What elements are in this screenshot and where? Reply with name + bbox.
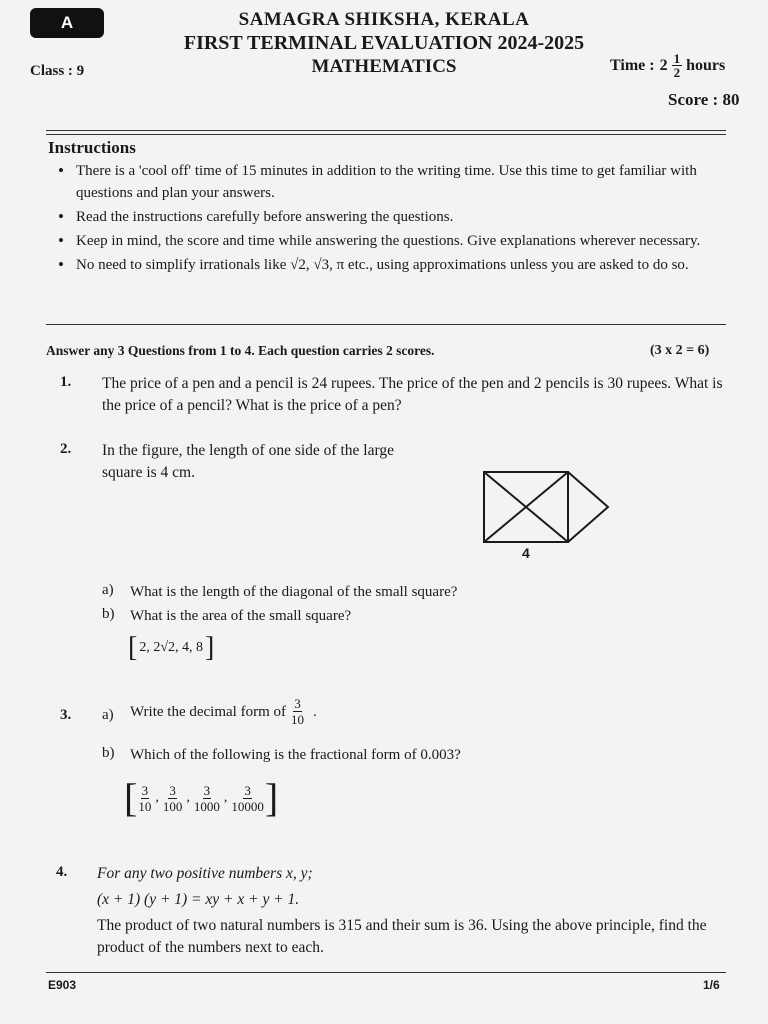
option-fraction: $\frac{3}{10}$ [138, 782, 152, 814]
paper-code: E903 [48, 978, 77, 992]
time-unit: hours [686, 56, 726, 74]
question-2b-text: What is the area of the small square? [130, 608, 352, 624]
organisation-name: SAMAGRA SHIKSHA, KERALA [238, 9, 530, 30]
instruction-item: • No need to simplify irrationals like √2, √3, π etc., using approximations unless you are asked to do so. [52, 254, 732, 276]
instruction-item: • There is a 'cool off' time of 15 minutes in addition to the writing time. Use this time to get familiar with questions and plan your answers. [52, 160, 732, 204]
total-score: Score : 80 [668, 90, 740, 109]
question-2a-label: a) [102, 582, 114, 598]
square-triangle-figure [482, 470, 612, 562]
question-3-number: 3. [60, 707, 72, 723]
time-label: Time : [610, 56, 655, 74]
instructions-list [52, 160, 732, 278]
question-3-options: [ $\frac{3}{10}$ , $\frac{3}{100}$ , $\frac{3}{1000}$ , $\frac{3}{10000}$ ] [124, 775, 279, 820]
option-fraction: $\frac{3}{10000}$ [231, 782, 264, 814]
question-3a-label: a) [102, 707, 114, 723]
time-whole: 2 [659, 56, 668, 74]
question-4-intro: For any two positive numbers x, y; [97, 865, 313, 882]
page-number: 1/6 [703, 978, 720, 992]
class-label: Class : 9 [30, 63, 85, 79]
instructions-heading: Instructions [48, 138, 136, 157]
question-2-options: [ 2, 2√2, 4, 8 ] [128, 632, 215, 663]
time-fraction-numerator: 1 [673, 51, 681, 66]
question-3b-label: b) [102, 745, 115, 761]
time-fraction-denominator: 2 [673, 65, 681, 80]
question-4-text: The product of two natural numbers is 315 and their sum is 36. Using the above principle, find the product of the numbers next to each. [97, 917, 707, 956]
question-4-identity: (x + 1) (y + 1) = xy + x + y + 1. [97, 891, 300, 908]
instruction-item: • Keep in mind, the score and time while answering the questions. Give explanations wherever necessary. [52, 230, 732, 252]
time-fraction [672, 52, 683, 79]
footer-divider [46, 972, 726, 973]
header-divider-thin [46, 134, 726, 135]
figure-side-label: 4 [522, 545, 530, 561]
section-instruction: Answer any 3 Questions from 1 to 4. Each question carries 2 scores. [46, 343, 435, 358]
question-2a-text: What is the length of the diagonal of the small square? [130, 584, 458, 600]
question-3a-text: Write the decimal form of [130, 703, 286, 720]
instructions-divider [46, 324, 726, 325]
question-3a-fraction: $\frac{3}{10}$ [291, 696, 304, 727]
question-1-text: The price of a pen and a pencil is 24 rupees. The price of the pen and 2 pencils is 30 rupees. What is the price of a pencil? What is the price of a pen? [102, 375, 723, 414]
option-fraction: $\frac{3}{1000}$ [193, 782, 220, 814]
option-fraction: $\frac{3}{100}$ [162, 782, 183, 814]
header-divider [46, 130, 726, 131]
instruction-item: • Read the instructions carefully before answering the questions. [52, 206, 732, 228]
subject-title: MATHEMATICS [311, 56, 457, 77]
exam-title: FIRST TERMINAL EVALUATION 2024-2025 [183, 32, 585, 54]
question-1-number: 1. [60, 374, 72, 390]
question-3b-text: Which of the following is the fractional form of 0.003? [130, 747, 461, 763]
question-3a: Write the decimal form of $\frac{3}{10}$ . [130, 696, 317, 727]
section-marks: (3 x 2 = 6) [650, 343, 710, 358]
paper-set-badge: A [30, 8, 104, 38]
question-2b-label: b) [102, 606, 115, 622]
question-2-text: In the figure, the length of one side of the large square is 4 cm. [102, 442, 394, 481]
question-2-number: 2. [60, 441, 72, 457]
time-allowed [610, 52, 725, 79]
question-2-options-text: 2, 2√2, 4, 8 [139, 640, 204, 655]
triangle [568, 472, 608, 542]
question-4-number: 4. [56, 864, 68, 880]
